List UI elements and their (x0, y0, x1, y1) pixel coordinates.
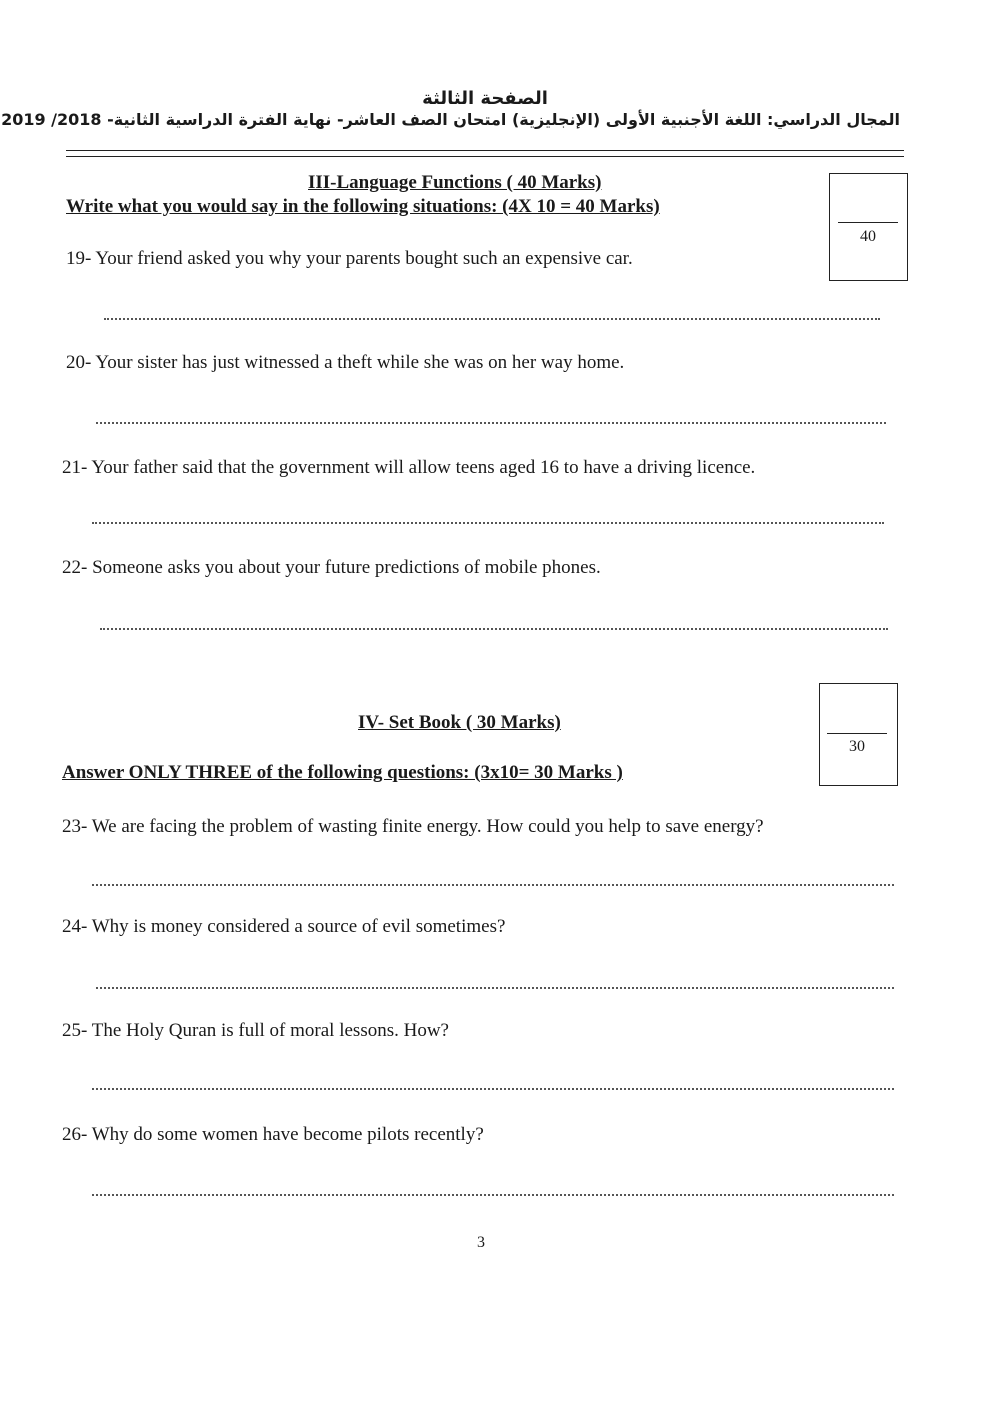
question-23: 23- We are facing the problem of wasting finite energy. How could you help to save energy? (62, 816, 764, 837)
question-20: 20- Your sister has just witnessed a theft while she was on her way home. (66, 352, 625, 373)
answer-line-24[interactable] (96, 987, 894, 989)
section-4-instruction: Answer ONLY THREE of the following questions: (3x10= 30 Marks ) (62, 762, 623, 783)
answer-line-23[interactable] (92, 884, 894, 886)
section-3-mark-box (829, 173, 908, 281)
question-21: 21- Your father said that the government will allow teens aged 16 to have a driving licence. (62, 457, 756, 478)
section-4-title: IV- Set Book ( 30 Marks) (358, 712, 561, 733)
question-22: 22- Someone asks you about your future predictions of mobile phones. (62, 557, 601, 578)
answer-line-19[interactable] (104, 318, 880, 320)
question-19: 19- Your friend asked you why your parents bought such an expensive car. (66, 248, 633, 269)
section-3-mark-line (838, 222, 898, 223)
section-3-instruction: Write what you would say in the following situations: (4X 10 = 40 Marks) (66, 196, 660, 217)
section-4-mark-total: 30 (849, 738, 865, 755)
answer-line-25[interactable] (92, 1088, 894, 1090)
page-label: الصفحة الثالثة (422, 88, 548, 109)
answer-line-21[interactable] (92, 522, 884, 524)
section-4-mark-box (819, 683, 898, 786)
question-24: 24- Why is money considered a source of evil sometimes? (62, 916, 506, 937)
answer-line-22[interactable] (100, 628, 888, 630)
section-3-title: III-Language Functions ( 40 Marks) (308, 172, 602, 193)
question-25: 25- The Holy Quran is full of moral lessons. How? (62, 1020, 449, 1041)
header-divider-bottom (66, 156, 904, 157)
answer-line-20[interactable] (96, 422, 886, 424)
question-26: 26- Why do some women have become pilots recently? (62, 1124, 484, 1145)
section-4-mark-line (827, 733, 887, 734)
answer-line-26[interactable] (92, 1194, 894, 1196)
header-divider-top (66, 150, 904, 151)
section-3-mark-total: 40 (860, 228, 876, 245)
page-number: 3 (477, 1234, 485, 1251)
exam-subject-line: المجال الدراسي: اللغة الأجنبية الأولى (الإنجليزية) امتحان الصف العاشر- نهاية الفترة الدراسية الثانية- 2018/ 2019 (1, 110, 900, 129)
